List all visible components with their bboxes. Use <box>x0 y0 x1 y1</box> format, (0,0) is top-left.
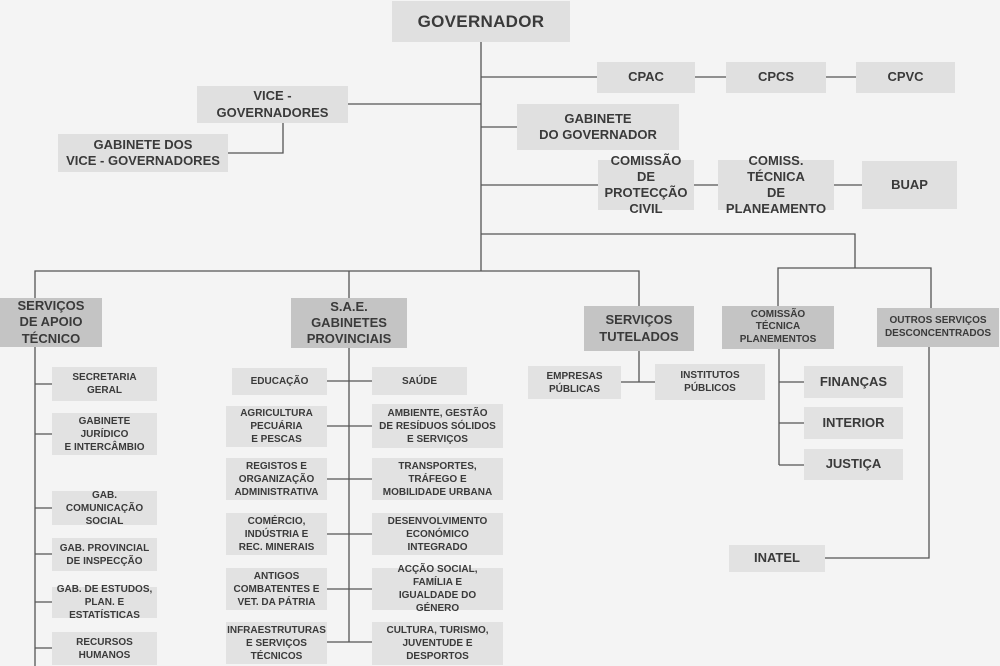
commission-item: INTERIOR <box>804 407 903 439</box>
sae-item: INFRAESTRUTURAS E SERVIÇOS TÉCNICOS <box>226 622 327 664</box>
support-item: SECRETARIA GERAL <box>52 367 157 401</box>
header-tutelados: SERVIÇOS TUTELADOS <box>584 306 694 351</box>
support-item: GABINETE JURÍDICO E INTERCÂMBIO <box>52 413 157 455</box>
sae-item: EDUCAÇÃO <box>232 368 327 395</box>
sae-item: ACÇÃO SOCIAL, FAMÍLIA E IGUALDADE DO GÉNERO <box>372 568 503 610</box>
support-item: GAB. DE ESTUDOS, PLAN. E ESTATÍSTICAS <box>52 587 157 618</box>
node-technical-planning: COMISS. TÉCNICA DE PLANEAMENTO <box>718 160 834 210</box>
support-item: GAB. PROVINCIAL DE INSPECÇÃO <box>52 538 157 571</box>
node-cpcs: CPCS <box>726 62 826 93</box>
node-vice-governors: VICE - GOVERNADORES <box>197 86 348 123</box>
node-cpac: CPAC <box>597 62 695 93</box>
sae-item: REGISTOS E ORGANIZAÇÃO ADMINISTRATIVA <box>226 458 327 500</box>
others-item: INATEL <box>729 545 825 572</box>
sae-item: TRANSPORTES, TRÁFEGO E MOBILIDADE URBANA <box>372 458 503 500</box>
sae-item: SAÚDE <box>372 367 467 395</box>
commission-item: JUSTIÇA <box>804 449 903 480</box>
header-commission: COMISSÃO TÉCNICA PLANEMENTOS <box>722 306 834 349</box>
tutelados-item: EMPRESAS PÚBLICAS <box>528 366 621 399</box>
sae-item: COMÉRCIO, INDÚSTRIA E REC. MINERAIS <box>226 513 327 555</box>
node-buap: BUAP <box>862 161 957 209</box>
commission-item: FINANÇAS <box>804 366 903 398</box>
sae-item: CULTURA, TURISMO, JUVENTUDE E DESPORTOS <box>372 622 503 665</box>
node-cpvc: CPVC <box>856 62 955 93</box>
support-item: GAB. COMUNICAÇÃO SOCIAL <box>52 491 157 525</box>
sae-item: AMBIENTE, GESTÃO DE RESÍDUOS SÓLIDOS E SERVIÇOS <box>372 404 503 448</box>
header-other-services: OUTROS SERVIÇOS DESCONCENTRADOS <box>877 308 999 347</box>
header-technical-support: SERVIÇOS DE APOIO TÉCNICO <box>0 298 102 347</box>
support-item: RECURSOS HUMANOS <box>52 632 157 665</box>
sae-item: DESENVOLVIMENTO ECONÓMICO INTEGRADO <box>372 513 503 555</box>
node-governor: GOVERNADOR <box>392 1 570 42</box>
tutelados-item: INSTITUTOS PÚBLICOS <box>655 364 765 400</box>
sae-item: AGRICULTURA PECUÁRIA E PESCAS <box>226 406 327 447</box>
header-sae: S.A.E. GABINETES PROVINCIAIS <box>291 298 407 348</box>
node-governor-cabinet: GABINETE DO GOVERNADOR <box>517 104 679 150</box>
node-civil-protection: COMISSÃO DE PROTECÇÃO CIVIL <box>598 160 694 210</box>
node-vice-governors-cabinet: GABINETE DOS VICE - GOVERNADORES <box>58 134 228 172</box>
sae-item: ANTIGOS COMBATENTES E VET. DA PÁTRIA <box>226 568 327 610</box>
